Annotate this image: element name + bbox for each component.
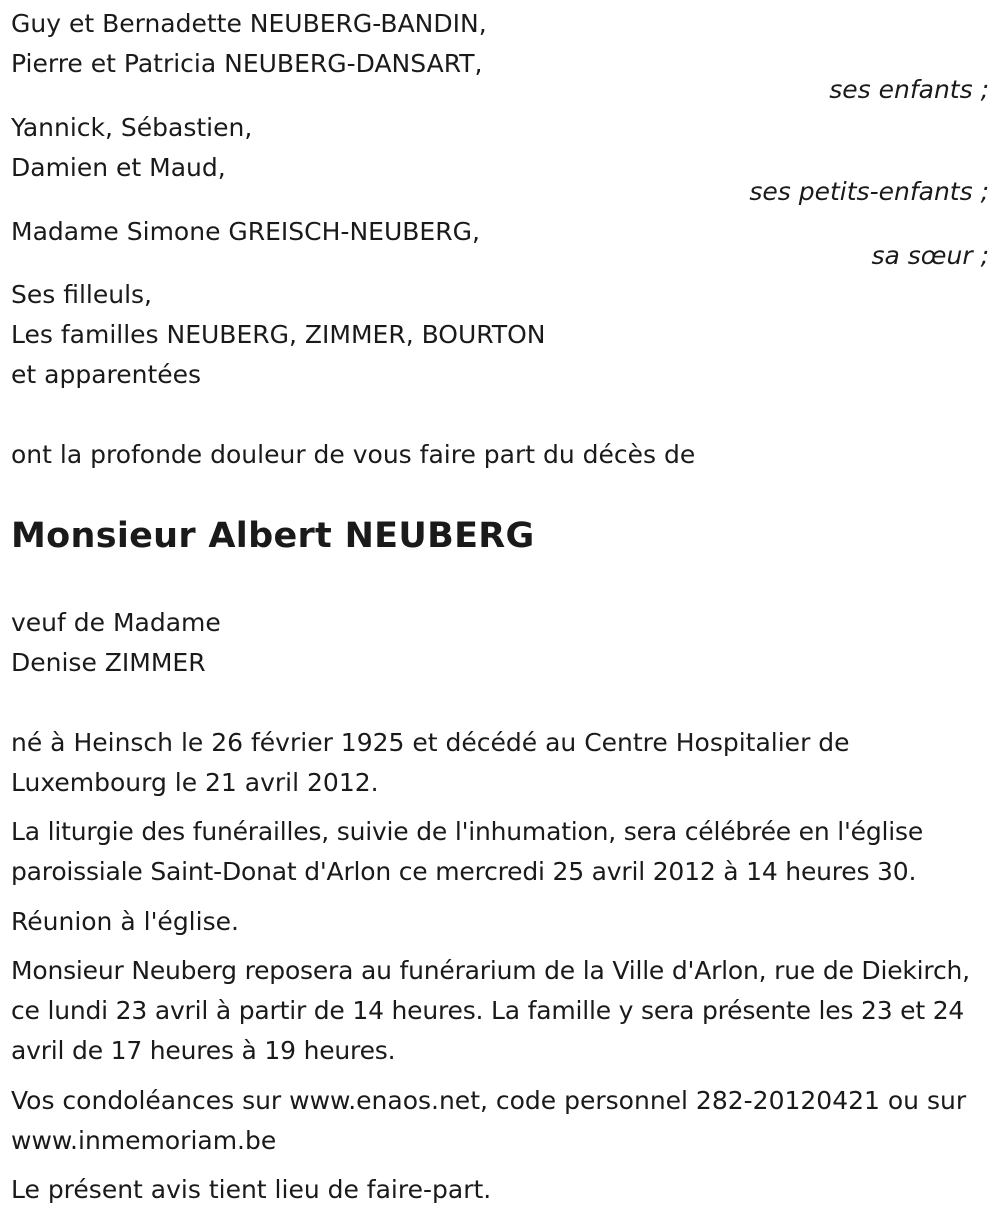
children-label: ses enfants ;	[829, 75, 989, 104]
others-line-2: Les familles NEUBERG, ZIMMER, BOURTON	[11, 320, 546, 349]
condolences-paragraph: Vos condoléances sur www.enaos.net, code personnel 282-20120421 ou sur www.inmemoriam.be	[11, 1086, 967, 1155]
grandchildren-line-2: Damien et Maud,	[11, 153, 226, 182]
grandchildren-line-1: Yannick, Sébastien,	[11, 113, 253, 142]
gathering-paragraph: Réunion à l'église.	[11, 907, 239, 936]
others-line-1: Ses filleuls,	[11, 280, 153, 309]
grandchildren-label: ses petits-enfants ;	[749, 177, 989, 206]
sister-label: sa sœur ;	[871, 241, 989, 270]
widower-line-2: Denise ZIMMER	[11, 648, 206, 677]
children-line-1: Guy et Bernadette NEUBERG-BANDIN,	[11, 9, 487, 38]
sister-line: Madame Simone GREISCH-NEUBERG,	[11, 217, 480, 246]
funerarium-paragraph: Monsieur Neuberg reposera au funérarium de la Ville d'Arlon, rue de Diekirch, ce lundi 23 avril à partir de 14 heures. La famille y sera présente les 23 et 24 avril de 17 heures à 19 heures.	[11, 956, 970, 1065]
widower-line-1: veuf de Madame	[11, 608, 221, 637]
birth-death-paragraph: né à Heinsch le 26 février 1925 et décédé au Centre Hospitalier de Luxembourg le 21 avril 2012.	[11, 728, 850, 797]
deceased-name: Monsieur Albert NEUBERG	[11, 516, 535, 556]
funeral-paragraph: La liturgie des funérailles, suivie de l'inhumation, sera célébrée en l'église paroissiale Saint-Donat d'Arlon ce mercredi 25 avril 2012 à 14 heures 30.	[11, 817, 924, 886]
announcement: ont la profonde douleur de vous faire part du décès de	[11, 440, 696, 469]
children-line-2: Pierre et Patricia NEUBERG-DANSART,	[11, 49, 483, 78]
others-line-3: et apparentées	[11, 360, 202, 389]
notice-statement: Le présent avis tient lieu de faire-part.	[11, 1175, 492, 1204]
